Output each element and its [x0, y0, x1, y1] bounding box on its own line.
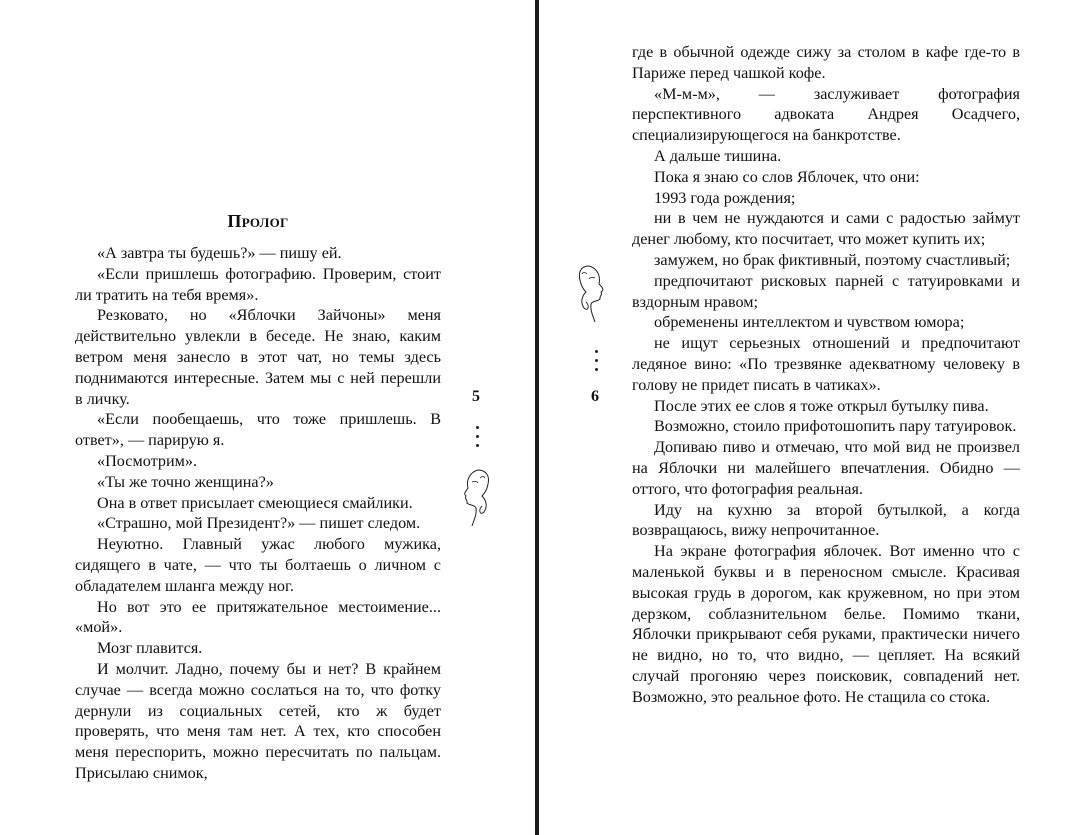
- page-number-right: 6: [591, 388, 599, 405]
- paragraph: Пока я знаю со слов Яблочек, что они:: [654, 167, 920, 186]
- paragraph: Мозг плавится.: [97, 639, 203, 658]
- paragraph: На экране фотография яблочек. Вот именно что с маленькой буквы и в переносном смысле. Красивая высокая грудь в дорогом, как кружевном, но при этом дерзком, соблазнительном белье. Помимо ткани, Яблочки прикрывают себя руками, практически ничего не видно, но то, что видно, — цепляет. На всякий случай прогоняю через поисковик, совпадений нет. Возможно, это реальное фото. Не стащила со стока.: [632, 542, 1020, 706]
- paragraph: 1993 года рождения;: [654, 188, 796, 207]
- paragraph: Она в ответ присылает смеющиеся смайлики.: [97, 493, 413, 512]
- paragraph: «Страшно, мой Президент?» — пишет следом.: [97, 514, 421, 533]
- paragraph: «М-м-м», — заслуживает фотография перспективного адвоката Андрея Осадчего, специализирующегося на банкротстве.: [632, 84, 1020, 145]
- right-page: [539, 0, 1071, 835]
- paragraph: где в обычной одежде сижу за столом в кафе где-то в Париже перед чашкой кофе.: [632, 43, 1020, 82]
- paragraph: замужем, но брак фиктивный, поэтому счастливый;: [654, 250, 1011, 269]
- paragraph: После этих ее слов я тоже открыл бутылку пива.: [654, 396, 989, 415]
- paragraph: «Ты же точно женщина?»: [97, 472, 274, 491]
- paragraph: предпочитают рисковых парней с татуировками и вздорным нравом;: [632, 271, 1020, 311]
- face-sketch-icon-left: [454, 466, 496, 528]
- left-page-text: [75, 243, 441, 784]
- paragraph: «Посмотрим».: [97, 451, 198, 470]
- paragraph: Но вот это ее притяжательное местоимение... «мой».: [75, 597, 441, 637]
- left-page: [0, 0, 535, 835]
- paragraph: «Если пришлешь фотографию. Проверим, стоит ли тратить на тебя время».: [75, 264, 441, 304]
- paragraph: И молчит. Ладно, почему бы и нет? В крайнем случае — всегда можно сослаться на то, что фотку дернули из социальных сетей, кто ж будет проверять, что меня там нет. А тех, кто способен меня переспорить, можно пересчитать по пальцам. Присылаю снимок,: [75, 659, 441, 782]
- paragraph: «Если пообещаешь, что тоже пришлешь. В ответ», — парирую я.: [75, 410, 441, 450]
- paragraph: Возможно, стоило прифотошопить пару татуировок.: [654, 417, 1017, 436]
- ornament-dots-right: [595, 350, 599, 377]
- paragraph: не ищут серьезных отношений и предпочитают ледяное вино: «По трезвянке адекватному человеку в голову не придет писать в чатиках».: [632, 334, 1020, 394]
- paragraph: Иду на кухню за второй бутылкой, а когда возвращаюсь, вижу непрочитанное.: [632, 500, 1020, 540]
- paragraph: ни в чем не нуждаются и сами с радостью займут денег любому, кто посчитает, что может купить их;: [632, 209, 1020, 249]
- paragraph: Резковато, но «Яблочки Зайчоны» меня действительно увлекли в беседе. Не знаю, каким ветром меня занесло в этот чат, но темы здесь поднимаются интересные. Затем мы с ней перешли в личку.: [75, 306, 441, 408]
- page-number-left: 5: [472, 388, 480, 405]
- right-page-text: [632, 42, 1020, 708]
- chapter-title: Пролог: [227, 211, 289, 231]
- paragraph: обременены интеллектом и чувством юмора;: [654, 313, 965, 332]
- paragraph: Неуютно. Главный ужас любого мужика, сидящего в чате, — что ты болтаешь о личном с обладателем шланга между ног.: [75, 535, 441, 595]
- paragraph: «А завтра ты будешь?» — пишу ей.: [97, 244, 342, 262]
- ornament-dots-left: [476, 426, 480, 453]
- paragraph: Допиваю пиво и отмечаю, что мой вид не произвел на Яблочки ни малейшего впечатления. Обидно — оттого, что фотография реальная.: [632, 438, 1020, 498]
- face-sketch-icon-right: [579, 262, 621, 324]
- paragraph: А дальше тишина.: [654, 146, 782, 165]
